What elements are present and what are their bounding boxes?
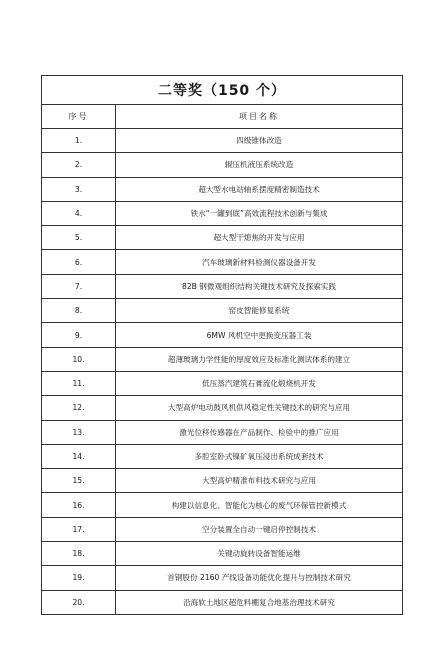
table-row (42, 469, 403, 493)
project-name: 超薄玻璃力学性能的厚度效应及标准化测试体系的建立 (116, 347, 403, 371)
table-row (42, 153, 403, 177)
project-name: 低压蒸汽建筑石膏流化煅烧机开发 (116, 371, 403, 395)
project-name: 汽车玻璃新材料检测仪器设备开发 (116, 250, 403, 274)
table-row (42, 250, 403, 274)
row-number: 1. (42, 129, 116, 153)
row-number: 15. (42, 469, 116, 493)
row-number: 5. (42, 226, 116, 250)
project-name: 82B 钢微观组织结构关键技术研究及探索实践 (116, 274, 403, 298)
row-number: 17. (42, 517, 116, 541)
project-name: 关键动旋转设备智能运维 (116, 542, 403, 566)
row-number: 10. (42, 347, 116, 371)
row-number: 6. (42, 250, 116, 274)
row-number: 2. (42, 153, 116, 177)
row-number: 7. (42, 274, 116, 298)
row-number: 9. (42, 323, 116, 347)
row-number: 19. (42, 566, 116, 590)
table-row (42, 396, 403, 420)
row-number: 8. (42, 299, 116, 323)
row-number: 16. (42, 493, 116, 517)
table-row (42, 347, 403, 371)
project-name: 四级锥体改造 (116, 129, 403, 153)
project-name: 超大型干熄焦的开发与应用 (116, 226, 403, 250)
row-number: 20. (42, 590, 116, 614)
project-name: 辊压机液压系统改造 (116, 153, 403, 177)
project-name: 空分装置全自动一键启停控制技术 (116, 517, 403, 541)
header-row (42, 105, 403, 129)
project-name: 窑皮智能修复系统 (116, 299, 403, 323)
table-row (42, 566, 403, 590)
row-number: 13. (42, 420, 116, 444)
table-row (42, 371, 403, 395)
row-number: 4. (42, 201, 116, 225)
project-name: 大型高炉电动鼓风机供风稳定性关键技术的研究与应用 (116, 396, 403, 420)
table-row (42, 129, 403, 153)
project-name: 多腔室卧式镍矿氧压浸出系统成套技术 (116, 444, 403, 468)
table-row (42, 323, 403, 347)
project-name: 激光位移传感器在产品制作、检验中的推广应用 (116, 420, 403, 444)
table-row (42, 299, 403, 323)
title-row (42, 76, 403, 105)
row-number: 12. (42, 396, 116, 420)
table-row (42, 517, 403, 541)
header-no: 序号 (42, 105, 116, 129)
project-name: 构建以信息化、智能化为核心的废气环保管控新模式 (116, 493, 403, 517)
project-name: 首钢股份 2160 产线设备功能优化提升与控制技术研究 (116, 566, 403, 590)
row-number: 14. (42, 444, 116, 468)
row-number: 3. (42, 177, 116, 201)
table-row (42, 226, 403, 250)
project-name: 铁水“一罐到底”高效流程技术创新与集成 (116, 201, 403, 225)
project-name: 超大型水电站轴系摆度精密制造技术 (116, 177, 403, 201)
row-number: 18. (42, 542, 116, 566)
table-row (42, 542, 403, 566)
award-table (41, 75, 403, 615)
table-row (42, 201, 403, 225)
table-title: 二等奖（150 个） (42, 76, 403, 105)
header-name: 项目名称 (116, 105, 403, 129)
table-row (42, 274, 403, 298)
project-name: 大型高炉精准布料技术研究与应用 (116, 469, 403, 493)
row-number: 11. (42, 371, 116, 395)
project-name: 沿海软土地区超危料棚复合地基治理技术研究 (116, 590, 403, 614)
project-name: 6MW 风机空中更换变压器工装 (116, 323, 403, 347)
table-row (42, 177, 403, 201)
table-row (42, 420, 403, 444)
table-row (42, 493, 403, 517)
table-row (42, 444, 403, 468)
table-row (42, 590, 403, 614)
